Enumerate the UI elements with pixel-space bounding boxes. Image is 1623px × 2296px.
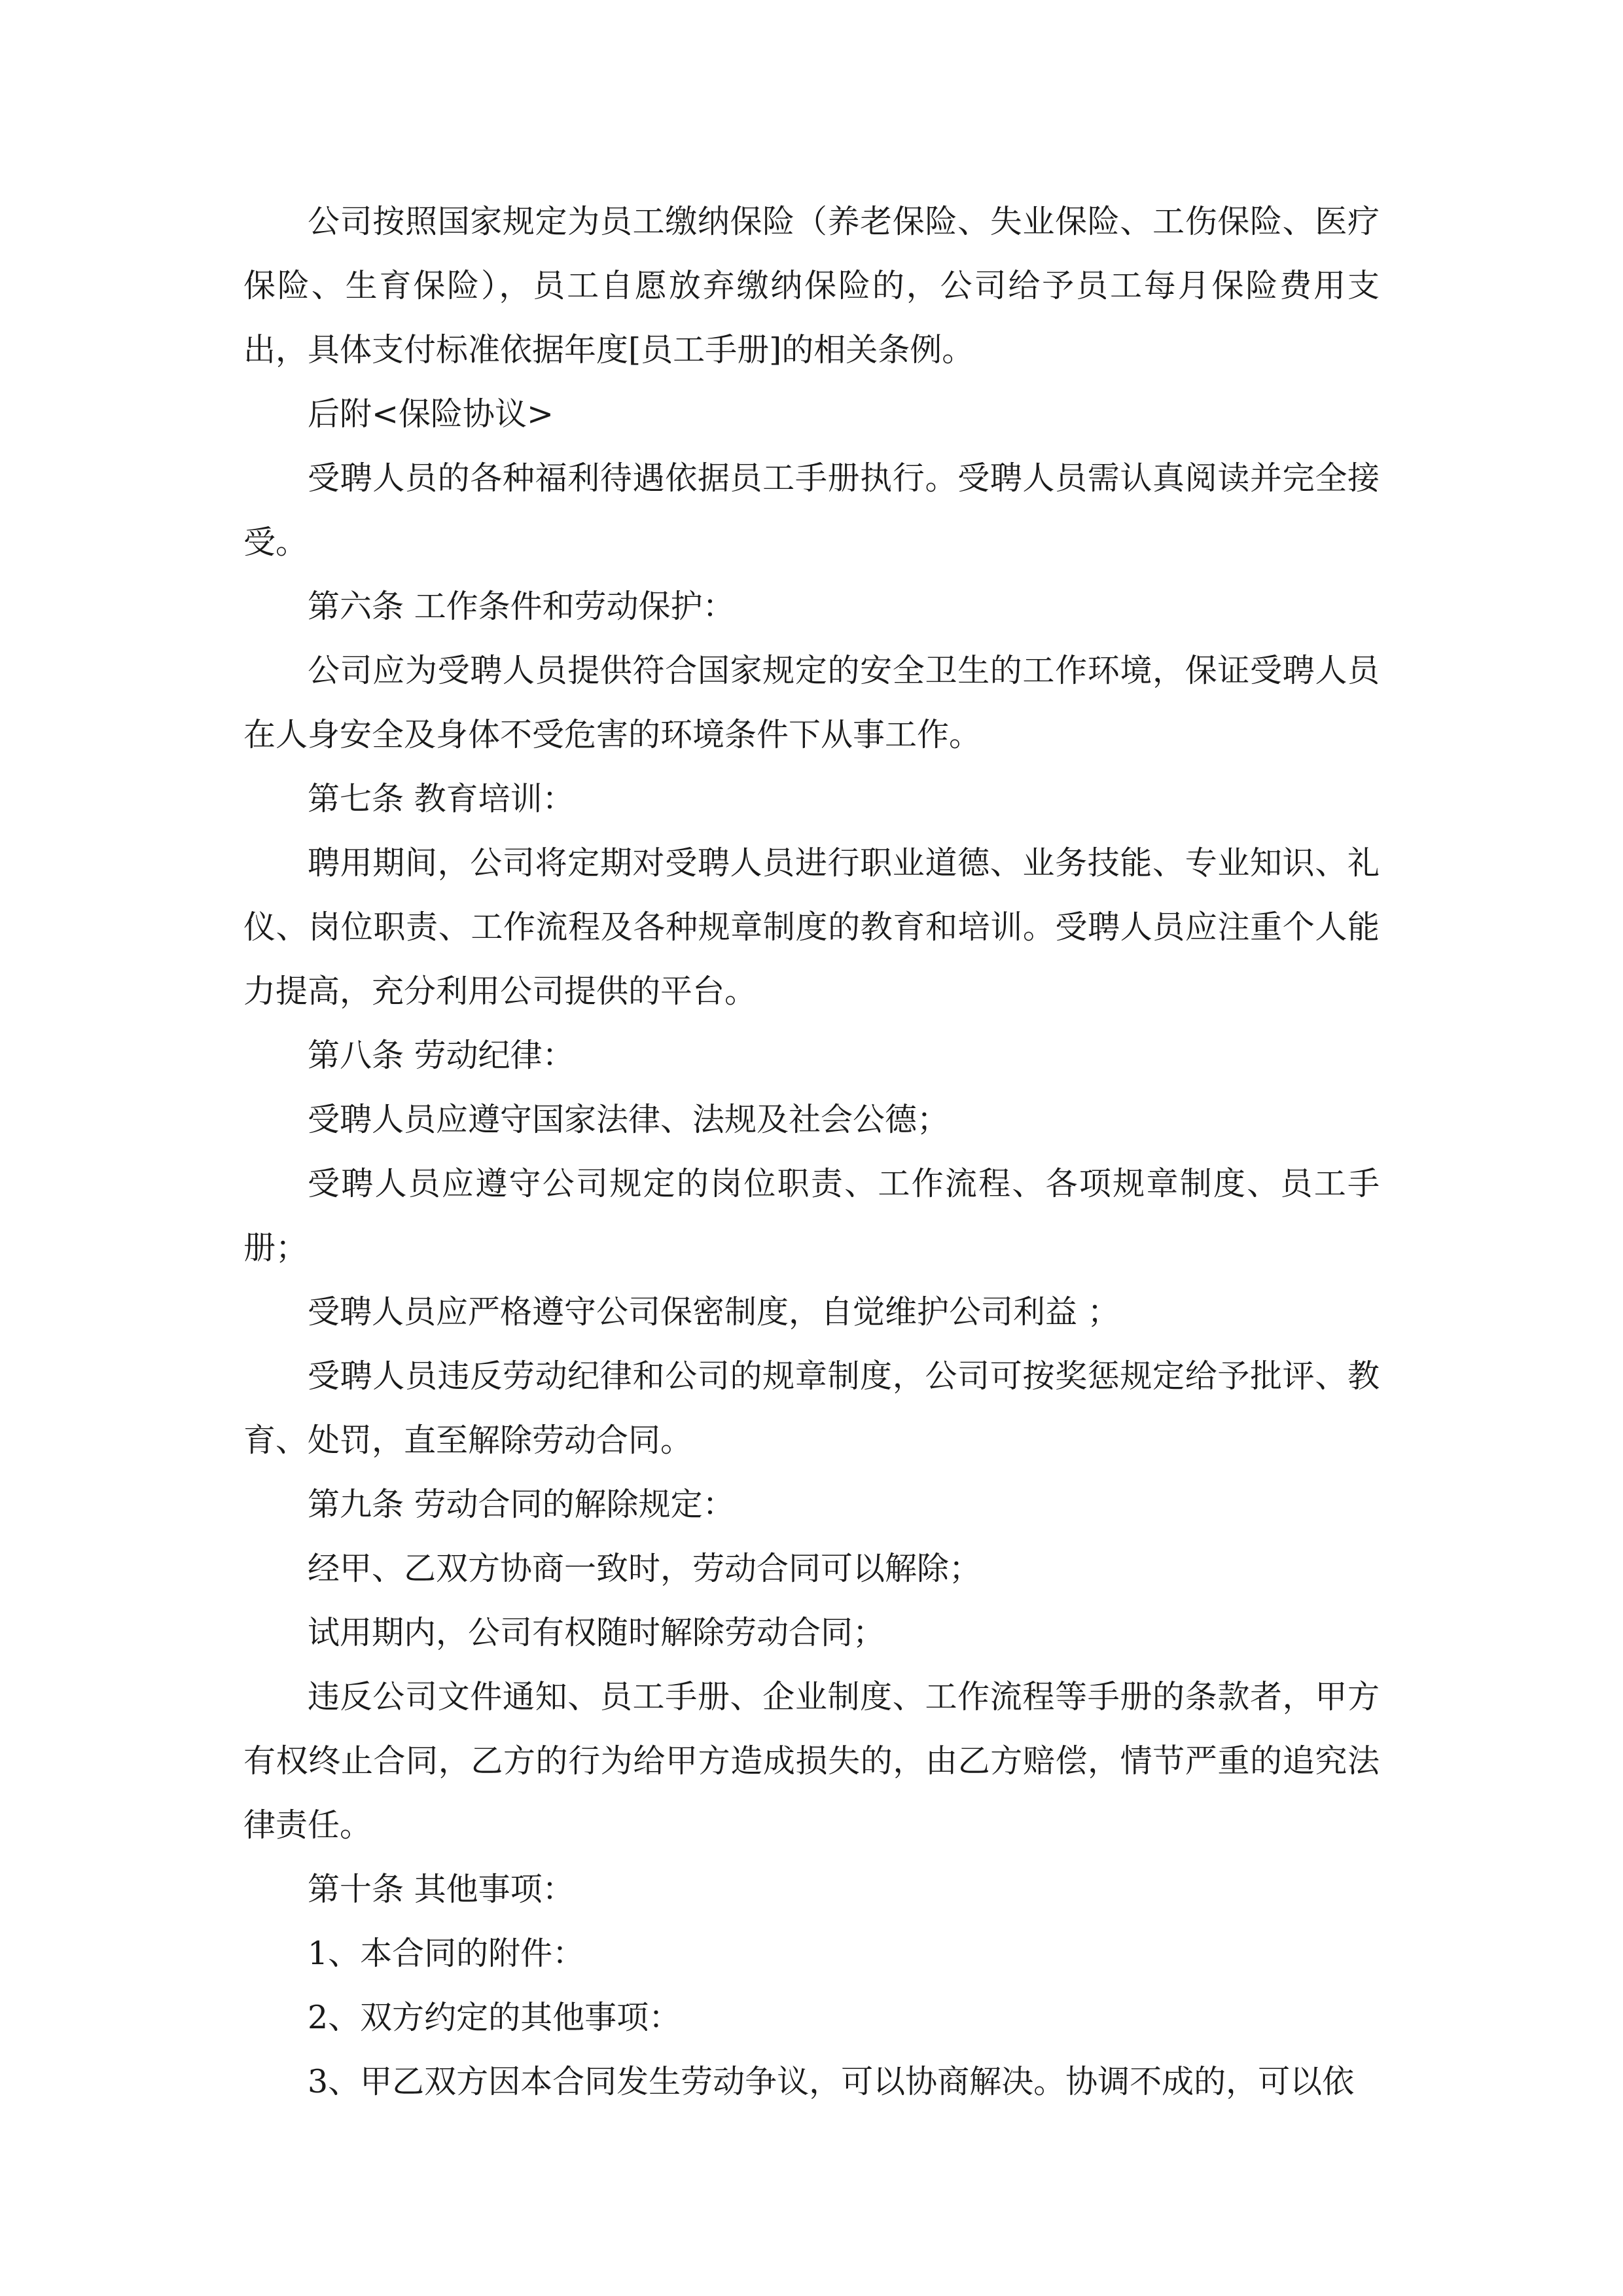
termination-item-probation: 试用期内，公司有权随时解除劳动合同； bbox=[308, 1614, 885, 1651]
discipline-item-confidentiality: 受聘人员应严格遵守公司保密制度，自觉维护公司利益 ； bbox=[308, 1293, 1120, 1331]
article-7-heading: 第七条 教育培训： bbox=[308, 780, 575, 817]
other-item-1: 1、本合同的附件： bbox=[308, 1935, 585, 1972]
paragraph-work-environment: 公司应为受聘人员提供符合国家规定的安全卫生的工作环境，保证受聘人员在人身安全及身体不受危害的环境条件下从事工作。 bbox=[243, 652, 1380, 753]
paragraph-insurance-attachment: 后附<保险协议> bbox=[308, 395, 554, 433]
paragraph-insurance: 公司按照国家规定为员工缴纳保险（养老保险、失业保险、工伤保险、医疗保险、生育保险），员工自愿放弃缴纳保险的，公司给予员工每月保险费用支出，具体支付标准依据年度[员工手册]的相关条例。 bbox=[243, 203, 1380, 368]
article-10-heading: 第十条 其他事项： bbox=[308, 1871, 575, 1908]
document-page bbox=[243, 190, 1380, 2114]
termination-item-mutual: 经甲、乙双方协商一致时，劳动合同可以解除； bbox=[308, 1550, 982, 1587]
article-9-heading: 第九条 劳动合同的解除规定： bbox=[308, 1486, 735, 1523]
article-8-heading: 第八条 劳动纪律： bbox=[308, 1037, 575, 1074]
other-item-2: 2、双方约定的其他事项： bbox=[308, 1999, 681, 2036]
discipline-item-penalty: 受聘人员违反劳动纪律和公司的规章制度，公司可按奖惩规定给予批评、教育、处罚，直至解除劳动合同。 bbox=[243, 1357, 1380, 1459]
paragraph-training: 聘用期间，公司将定期对受聘人员进行职业道德、业务技能、专业知识、礼仪、岗位职责、工作流程及各种规章制度的教育和培训。受聘人员应注重个人能力提高，充分利用公司提供的平台。 bbox=[243, 844, 1380, 1010]
discipline-item-rules: 受聘人员应遵守公司规定的岗位职责、工作流程、各项规章制度、员工手册； bbox=[243, 1165, 1380, 1266]
termination-item-violation: 违反公司文件通知、员工手册、企业制度、工作流程等手册的条款者，甲方有权终止合同，乙方的行为给甲方造成损失的，由乙方赔偿，情节严重的追究法律责任。 bbox=[243, 1678, 1380, 1844]
article-6-heading: 第六条 工作条件和劳动保护： bbox=[308, 588, 735, 625]
other-item-3: 3、甲乙双方因本合同发生劳动争议，可以协商解决。协调不成的，可以依 bbox=[308, 2063, 1355, 2100]
paragraph-benefits: 受聘人员的各种福利待遇依据员工手册执行。受聘人员需认真阅读并完全接受。 bbox=[243, 459, 1380, 561]
discipline-item-law: 受聘人员应遵守国家法律、法规及社会公德； bbox=[308, 1101, 950, 1138]
